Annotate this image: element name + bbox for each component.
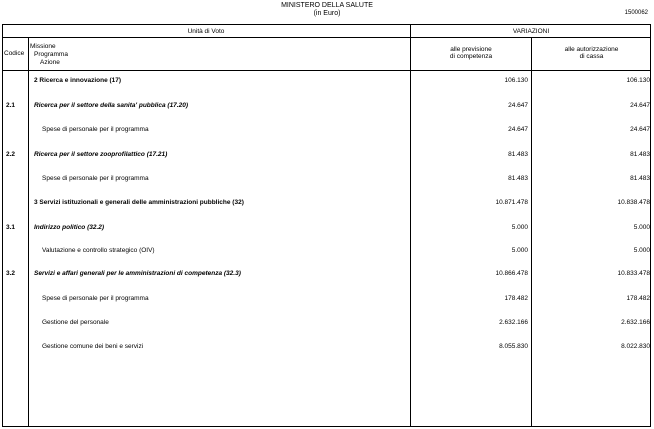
table-row-competenza: 106.130 (504, 77, 528, 84)
header-competenza-line1: alle previsione (450, 46, 492, 53)
table-row-competenza: 81.483 (508, 151, 528, 158)
table-row-cassa: 5.000 (633, 247, 650, 254)
table-row-label: Ricerca per il settore della sanita' pubblica (17.20) (34, 102, 188, 109)
table-row-competenza: 10.866.478 (495, 270, 528, 277)
table-row-label: Spese di personale per il programma (42, 175, 149, 182)
currency-unit: (in Euro) (313, 10, 341, 17)
header-competenza (411, 46, 531, 60)
header-variazioni: VARIAZIONI (512, 28, 550, 35)
table-row-cassa: 178.482 (626, 295, 650, 302)
table-row-cassa: 81.483 (630, 175, 650, 182)
table-row-cassa: 24.647 (630, 126, 650, 133)
table-row-cassa: 81.483 (630, 151, 650, 158)
grid-line (28, 37, 29, 427)
grid-line (2, 70, 651, 71)
table-row-competenza: 24.647 (508, 126, 528, 133)
table-row-cassa: 106.130 (626, 77, 650, 84)
table-row-label: Gestione comune dei beni e servizi (42, 343, 144, 350)
header-azione: Azione (40, 59, 60, 66)
header-cassa-line1: alle autorizzazione (564, 46, 619, 53)
table-row-label: Gestione del personale (42, 319, 109, 326)
table-row-cassa: 2.632.166 (621, 319, 650, 326)
table-row-label: Ricerca per il settore zooprofilattico (17.21) (34, 151, 168, 158)
document-number: 1500062 (624, 10, 648, 16)
table-row-label: Valutazione e controllo strategico (OIV) (42, 247, 155, 254)
header-unita-di-voto: Unità di Voto (187, 28, 225, 35)
table-row-label: Spese di personale per il programma (42, 295, 149, 302)
table-row-cassa: 24.647 (630, 102, 650, 109)
table-row-label: 2 Ricerca e innovazione (17) (34, 77, 122, 84)
table-row-code: 3.2 (6, 270, 16, 277)
grid-line (2, 37, 651, 38)
table-row-code: 2.1 (6, 102, 16, 109)
grid-line (410, 24, 411, 427)
header-codice: Codice (4, 50, 25, 57)
table-row-competenza: 24.647 (508, 102, 528, 109)
table-row-code: 3.1 (6, 224, 16, 231)
table-row-competenza: 5.000 (511, 247, 528, 254)
table-row-competenza: 5.000 (511, 224, 528, 231)
header-cassa (532, 46, 651, 60)
ministry-title: MINISTERO DELLA SALUTE (281, 2, 373, 9)
table-row-competenza: 178.482 (504, 295, 528, 302)
table-row-competenza: 10.871.478 (495, 199, 528, 206)
table-row-competenza: 8.055.830 (499, 343, 528, 350)
table-row-label: Servizi e affari generali per le amministrazioni di competenza (32.3) (34, 270, 241, 277)
table-row-label: Spese di personale per il programma (42, 126, 149, 133)
table-row-cassa: 8.022.830 (621, 343, 650, 350)
grid-line (531, 37, 532, 427)
table-row-competenza: 2.632.166 (499, 319, 528, 326)
table-row-cassa: 5.000 (633, 224, 650, 231)
table-row-competenza: 81.483 (508, 175, 528, 182)
table-row-cassa: 10.833.478 (617, 270, 650, 277)
header-missione: Missione (30, 43, 56, 50)
table-row-label: 3 Servizi istituzionali e generali delle amministrazioni pubbliche (32) (34, 199, 244, 206)
table-row-cassa: 10.838.478 (617, 199, 650, 206)
header-competenza-line2: di competenza (449, 53, 493, 60)
table-row-label: Indirizzo politico (32.2) (34, 224, 105, 231)
header-cassa-line2: di cassa (579, 53, 604, 60)
header-programma: Programma (34, 51, 68, 58)
table-row-code: 2.2 (6, 151, 16, 158)
